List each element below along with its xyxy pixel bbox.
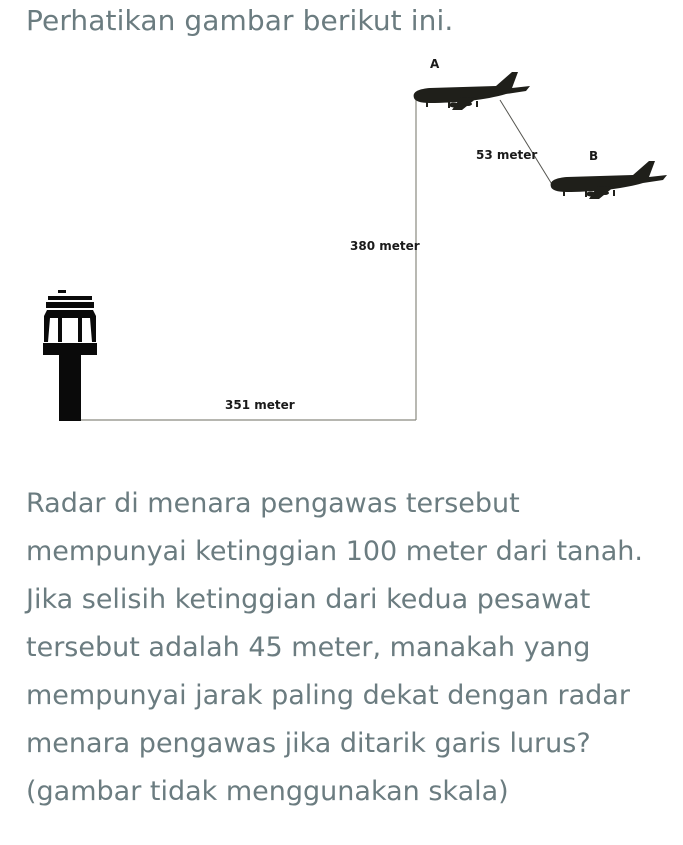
label-height: 380 meter	[350, 239, 420, 253]
question-line: tersebut adalah 45 meter, manakah yang	[26, 632, 591, 663]
label-ab-distance: 53 meter	[476, 148, 538, 162]
airplane-a-icon	[414, 72, 530, 110]
question-text	[26, 480, 666, 816]
ab-line	[500, 100, 553, 186]
question-line: Radar di menara pengawas tersebut	[26, 488, 520, 519]
label-b: B	[589, 149, 599, 163]
airplane-b-icon	[551, 161, 667, 199]
intro-text: Perhatikan gambar berikut ini.	[26, 4, 454, 37]
label-a: A	[430, 57, 440, 71]
question-line: mempunyai ketinggian 100 meter dari tanah.	[26, 536, 643, 567]
tower-icon	[43, 290, 97, 421]
question-line: (gambar tidak menggunakan skala)	[26, 776, 509, 807]
question-line: mempunyai jarak paling dekat dengan radar	[26, 680, 630, 711]
question-line: menara pengawas jika ditarik garis lurus?	[26, 728, 591, 759]
question-line: Jika selisih ketinggian dari kedua pesawat	[26, 584, 591, 615]
label-ground-distance: 351 meter	[225, 398, 295, 412]
